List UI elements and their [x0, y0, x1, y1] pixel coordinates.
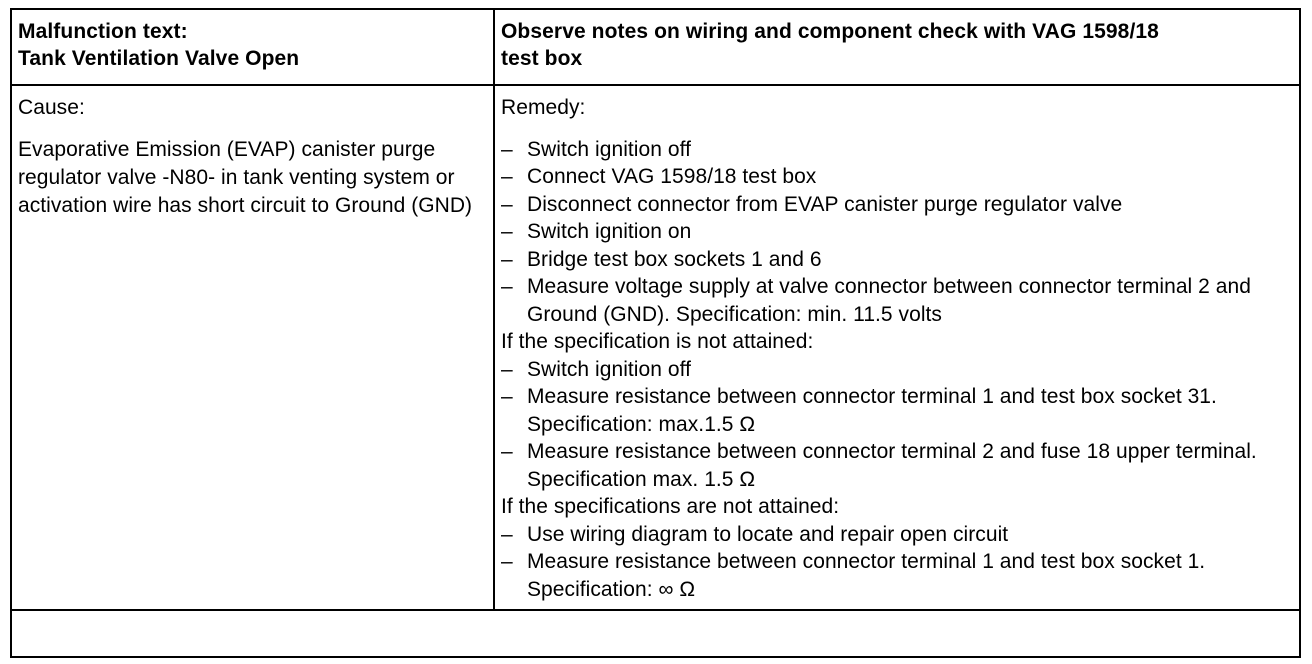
notes-header [501, 18, 1291, 72]
cause-label: Cause: [18, 96, 85, 119]
notes-header-line1: Observe notes on wiring and component check with VAG 1598/18 [501, 20, 1159, 43]
dash-bullet: – [501, 440, 513, 463]
malfunction-header [18, 18, 488, 72]
remedy-step-text: Measure resistance between connector terminal 1 and test box socket 31. Specification: max.1.5 Ω [527, 385, 1217, 436]
dash-bullet: – [501, 522, 513, 546]
remedy-step [501, 246, 1296, 274]
notes-header-line2: test box [501, 47, 583, 70]
remedy-step-text: Switch ignition on [527, 220, 692, 243]
dash-bullet: – [501, 165, 513, 188]
remedy-column [501, 94, 1296, 603]
dash-bullet: – [501, 220, 513, 243]
remedy-step [501, 136, 1296, 164]
dash-bullet: – [501, 550, 513, 573]
dash-bullet: – [501, 275, 513, 298]
cause-description: Evaporative Emission (EVAP) canister purge regulator valve -N80- in tank venting system or activation wire has short circuit to Ground (GND) [18, 137, 473, 217]
dash-bullet: – [501, 192, 513, 216]
remedy-step [501, 356, 1296, 384]
remedy-step [501, 548, 1296, 603]
malfunction-label: Malfunction text: [18, 20, 188, 43]
malfunction-title: Tank Ventilation Valve Open [18, 47, 300, 70]
condition-text: If the specifications are not attained: [501, 495, 840, 518]
remedy-step [501, 438, 1296, 493]
column-divider [493, 10, 495, 609]
cause-column [18, 94, 488, 220]
header-divider [12, 84, 1299, 86]
remedy-step-text: Measure resistance between connector terminal 1 and test box socket 1. Specification: ∞ Ω [527, 550, 1206, 601]
remedy-step-text: Switch ignition off [527, 357, 691, 381]
remedy-step [501, 163, 1296, 191]
remedy-label: Remedy: [501, 96, 586, 119]
remedy-step [501, 383, 1296, 438]
remedy-step [501, 191, 1296, 219]
malfunction-table [10, 8, 1301, 658]
condition-text: If the specification is not attained: [501, 330, 814, 353]
remedy-step-text: Connect VAG 1598/18 test box [527, 165, 817, 188]
remedy-step-text: Use wiring diagram to locate and repair open circuit [527, 522, 1009, 546]
dash-bullet: – [501, 357, 513, 381]
remedy-step [501, 273, 1296, 328]
dash-bullet: – [501, 385, 513, 408]
remedy-step [501, 521, 1296, 549]
empty-footer-row [12, 611, 1299, 656]
remedy-step-text: Measure voltage supply at valve connector between connector terminal 2 and Ground (GND). Specification: min. 11.5 volts [527, 275, 1251, 326]
remedy-step [501, 218, 1296, 246]
remedy-step-text: Switch ignition off [527, 137, 691, 161]
dash-bullet: – [501, 247, 513, 271]
remedy-step-text: Disconnect connector from EVAP canister purge regulator valve [527, 192, 1123, 216]
dash-bullet: – [501, 137, 513, 161]
remedy-step-text: Bridge test box sockets 1 and 6 [527, 247, 822, 271]
remedy-step-text: Measure resistance between connector terminal 2 and fuse 18 upper terminal. Specification max. 1.5 Ω [527, 440, 1257, 491]
